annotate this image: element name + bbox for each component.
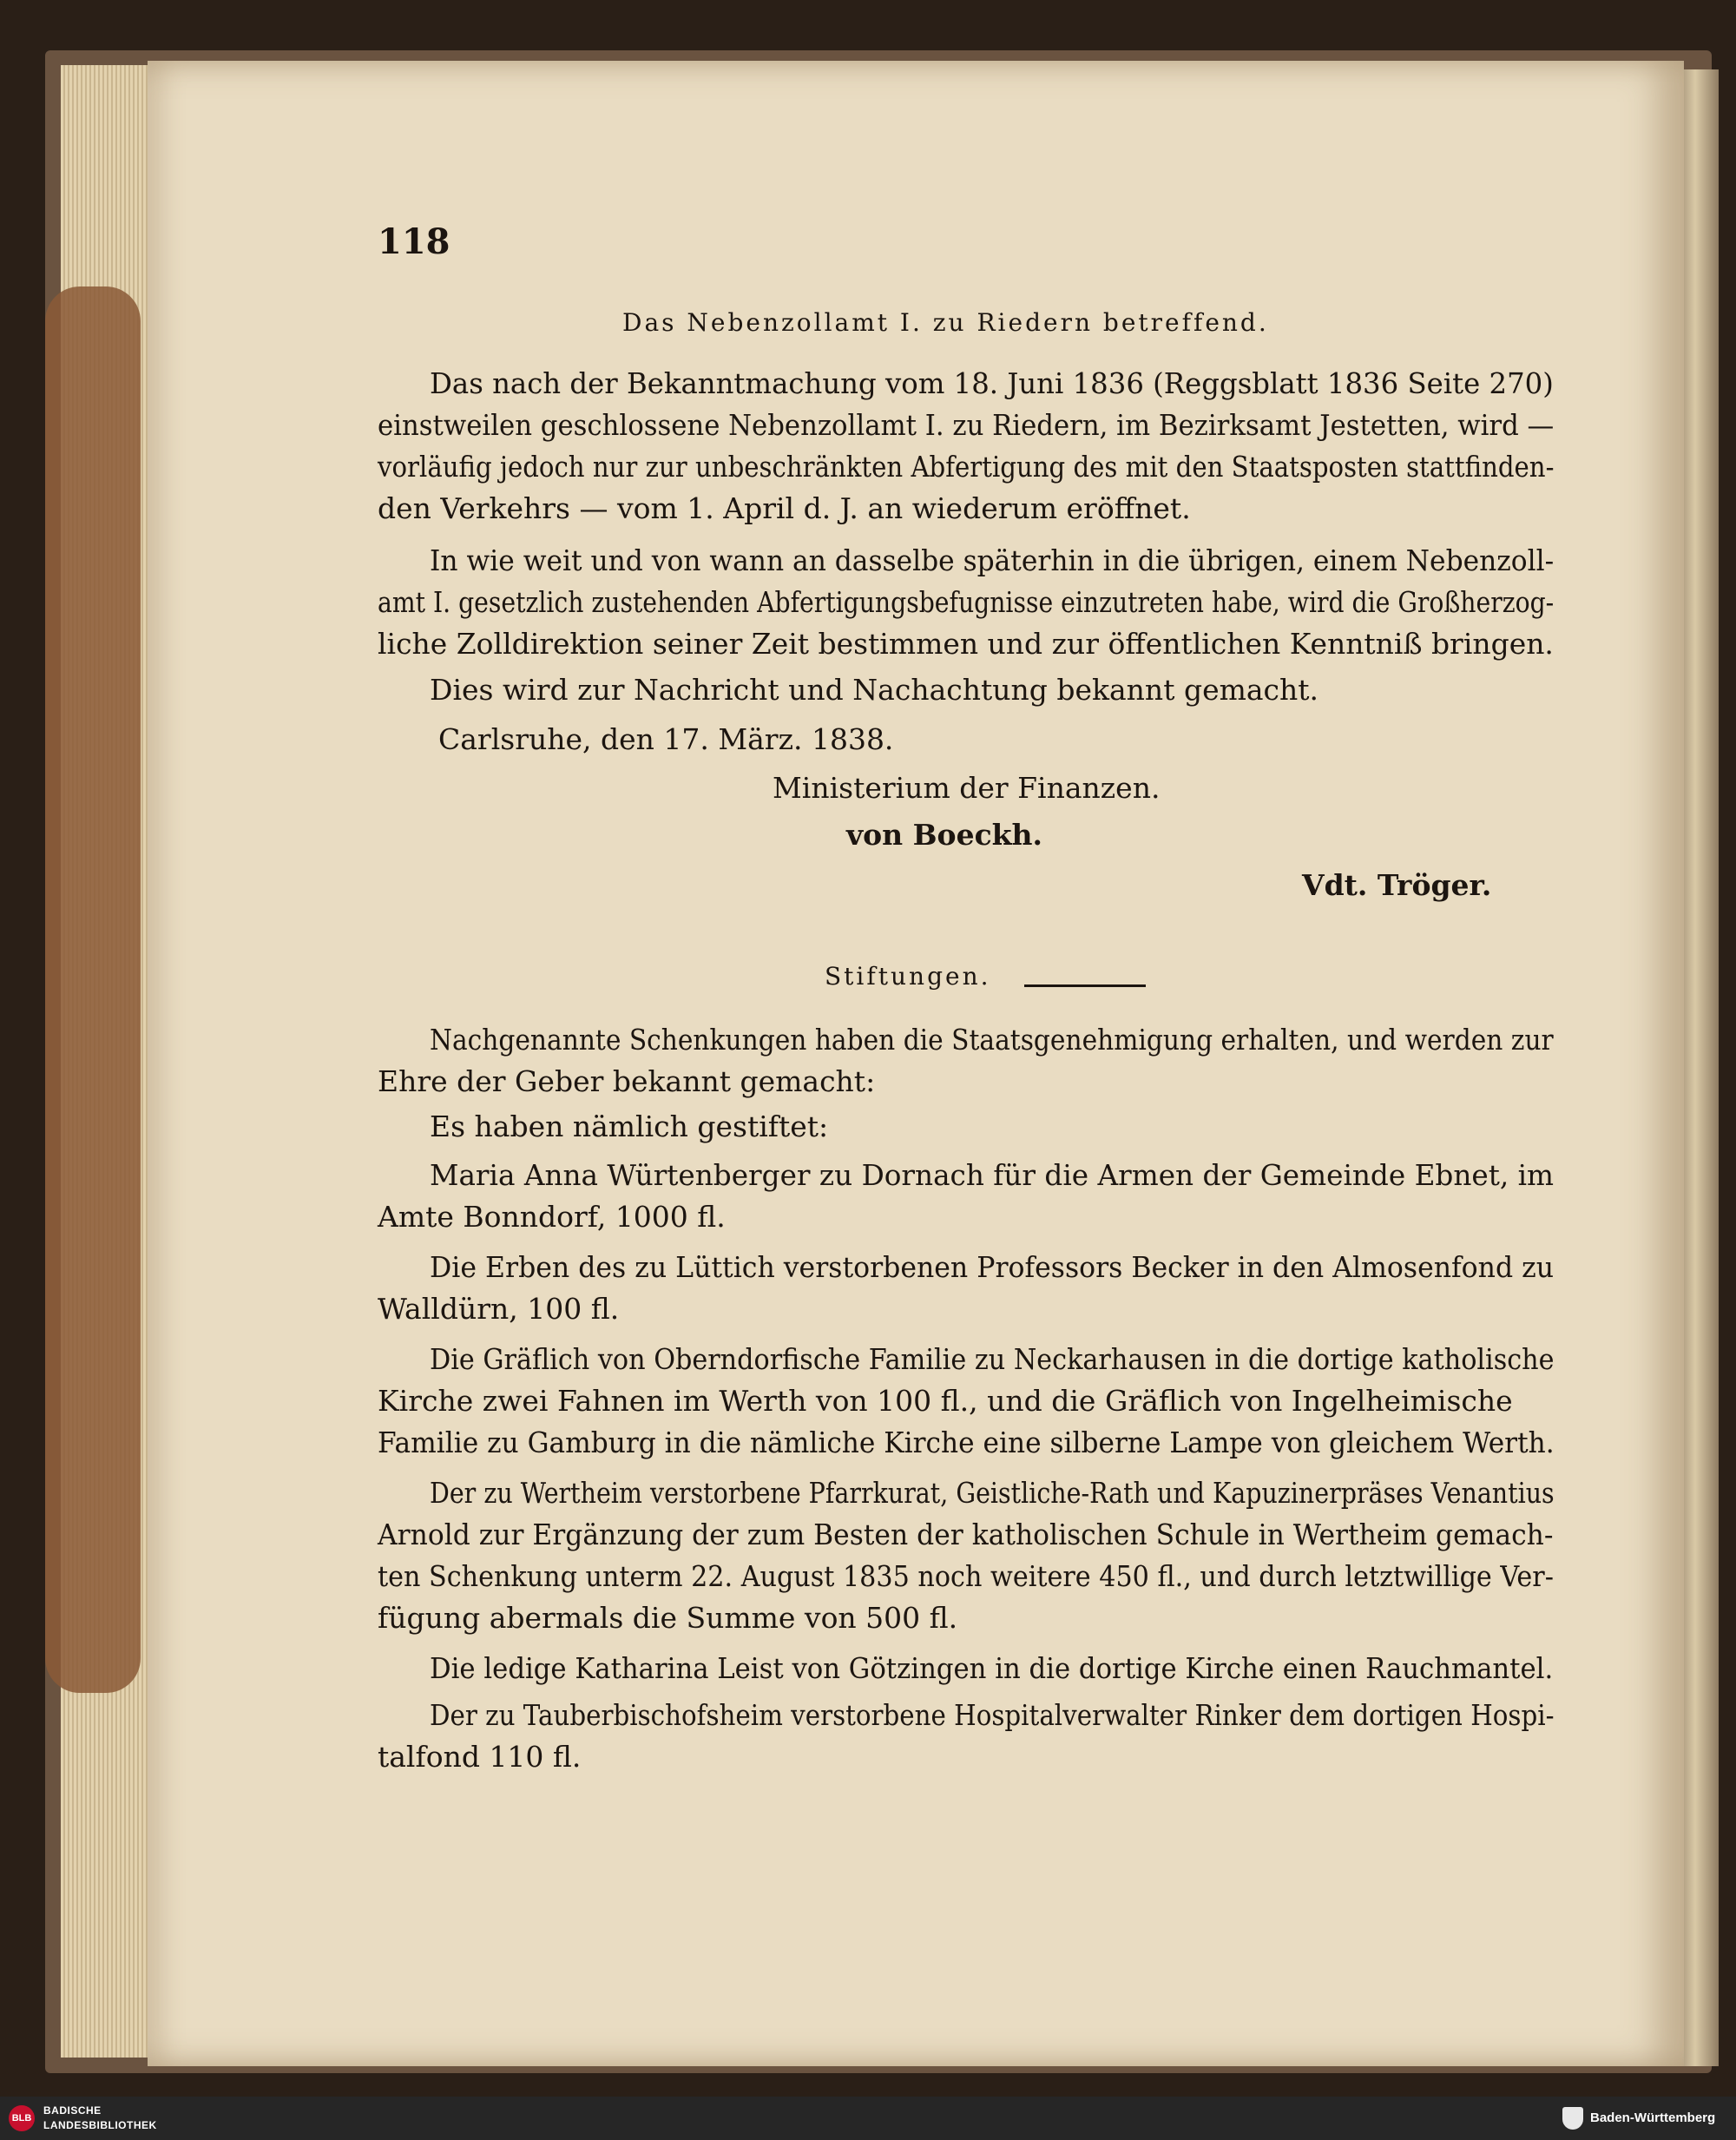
paragraph-line: Kirche zwei Fahnen im Werth von 100 fl., und die Gräflich von Ingelheimische <box>378 1384 1513 1418</box>
place-date: Carlsruhe, den 17. März. 1838. <box>438 722 894 756</box>
paragraph-line: fügung abermals die Summe von 500 fl. <box>378 1601 958 1635</box>
paragraph-line: Es haben nämlich gestiftet: <box>430 1110 829 1143</box>
book-page <box>148 61 1684 2066</box>
library-name-line1: BADISCHE <box>43 2104 102 2117</box>
section-divider <box>1024 984 1146 987</box>
paragraph-line: liche Zolldirektion seiner Zeit bestimmen und zur öffentlichen Kenntniß bringen. <box>378 627 1554 661</box>
paragraph-line: talfond 110 fl. <box>378 1740 582 1774</box>
paragraph-line: Arnold zur Ergänzung der zum Besten der katholischen Schule in Wertheim gemach- <box>378 1518 1554 1551</box>
minister-signature: von Boeckh. <box>846 818 1043 852</box>
section-heading-stiftungen: Stiftungen. <box>825 962 991 991</box>
paragraph-line: Amte Bonndorf, 1000 fl. <box>378 1200 726 1234</box>
facing-page-edge <box>1680 69 1719 2066</box>
ministry-name: Ministerium der Finanzen. <box>773 771 1161 805</box>
paragraph-line: Familie zu Gamburg in die nämliche Kirche eine silberne Lampe von gleichem Werth. <box>378 1426 1555 1459</box>
paragraph-line: Die Gräflich von Oberndorfische Familie zu Neckarhausen in die dortige katholische <box>430 1342 1555 1376</box>
countersignature: Vdt. Tröger. <box>1302 868 1492 902</box>
paragraph-line: Ehre der Geber bekannt gemacht: <box>378 1064 876 1098</box>
paragraph-line: Dies wird zur Nachricht und Nachachtung bekannt gemacht. <box>430 673 1319 707</box>
paper-stain <box>45 286 141 1693</box>
paragraph-line: Nachgenannte Schenkungen haben die Staatsgenehmigung erhalten, und werden zur <box>430 1023 1554 1057</box>
paragraph-line: den Verkehrs — vom 1. April d. J. an wiederum eröffnet. <box>378 491 1191 525</box>
paragraph-line: ten Schenkung unterm 22. August 1835 noch weitere 450 fl., und durch letztwillige Ver- <box>378 1559 1554 1593</box>
paragraph-line: Das nach der Bekanntmachung vom 18. Juni 1836 (Reggsblatt 1836 Seite 270) <box>430 366 1554 400</box>
paragraph-line: Die Erben des zu Lüttich verstorbenen Professors Becker in den Almosenfond zu <box>430 1250 1555 1284</box>
library-name-line2: LANDESBIBLIOTHEK <box>43 2119 157 2131</box>
page-number: 118 <box>378 221 450 262</box>
paragraph-line: Die ledige Katharina Leist von Götzingen in die dortige Kirche einen Rauchmantel. <box>430 1651 1554 1685</box>
paragraph-line: amt I. gesetzlich zustehenden Abfertigungsbefugnisse einzutreten habe, wird die Großherzog- <box>378 585 1555 619</box>
section-heading-riedern: Das Nebenzollamt I. zu Riedern betreffend. <box>622 308 1269 337</box>
paragraph-line: vorläufig jedoch nur zur unbeschränkten Abfertigung des mit den Staatsposten stattfinden- <box>378 450 1555 484</box>
paragraph-line: Der zu Wertheim verstorbene Pfarrkurat, Geistliche-Rath und Kapuzinerpräses Venantius <box>430 1476 1555 1510</box>
blb-logo-icon: BLB <box>9 2105 35 2131</box>
paragraph-line: Der zu Tauberbischofsheim verstorbene Hospitalverwalter Rinker dem dortigen Hospi- <box>430 1698 1555 1732</box>
paragraph-line: Walldürn, 100 fl. <box>378 1292 620 1326</box>
paragraph-line: Maria Anna Würtenberger zu Dornach für die Armen der Gemeinde Ebnet, im <box>430 1158 1555 1192</box>
paragraph-line: einstweilen geschlossene Nebenzollamt I. zu Riedern, im Bezirksamt Jestetten, wird — <box>378 408 1555 442</box>
state-name: Baden-Württemberg <box>1590 2110 1716 2125</box>
viewer-footer <box>0 2097 1736 2140</box>
baden-wuerttemberg-crest-icon <box>1562 2107 1583 2130</box>
paragraph-line: In wie weit und von wann an dasselbe späterhin in die übrigen, einem Nebenzoll- <box>430 543 1555 577</box>
